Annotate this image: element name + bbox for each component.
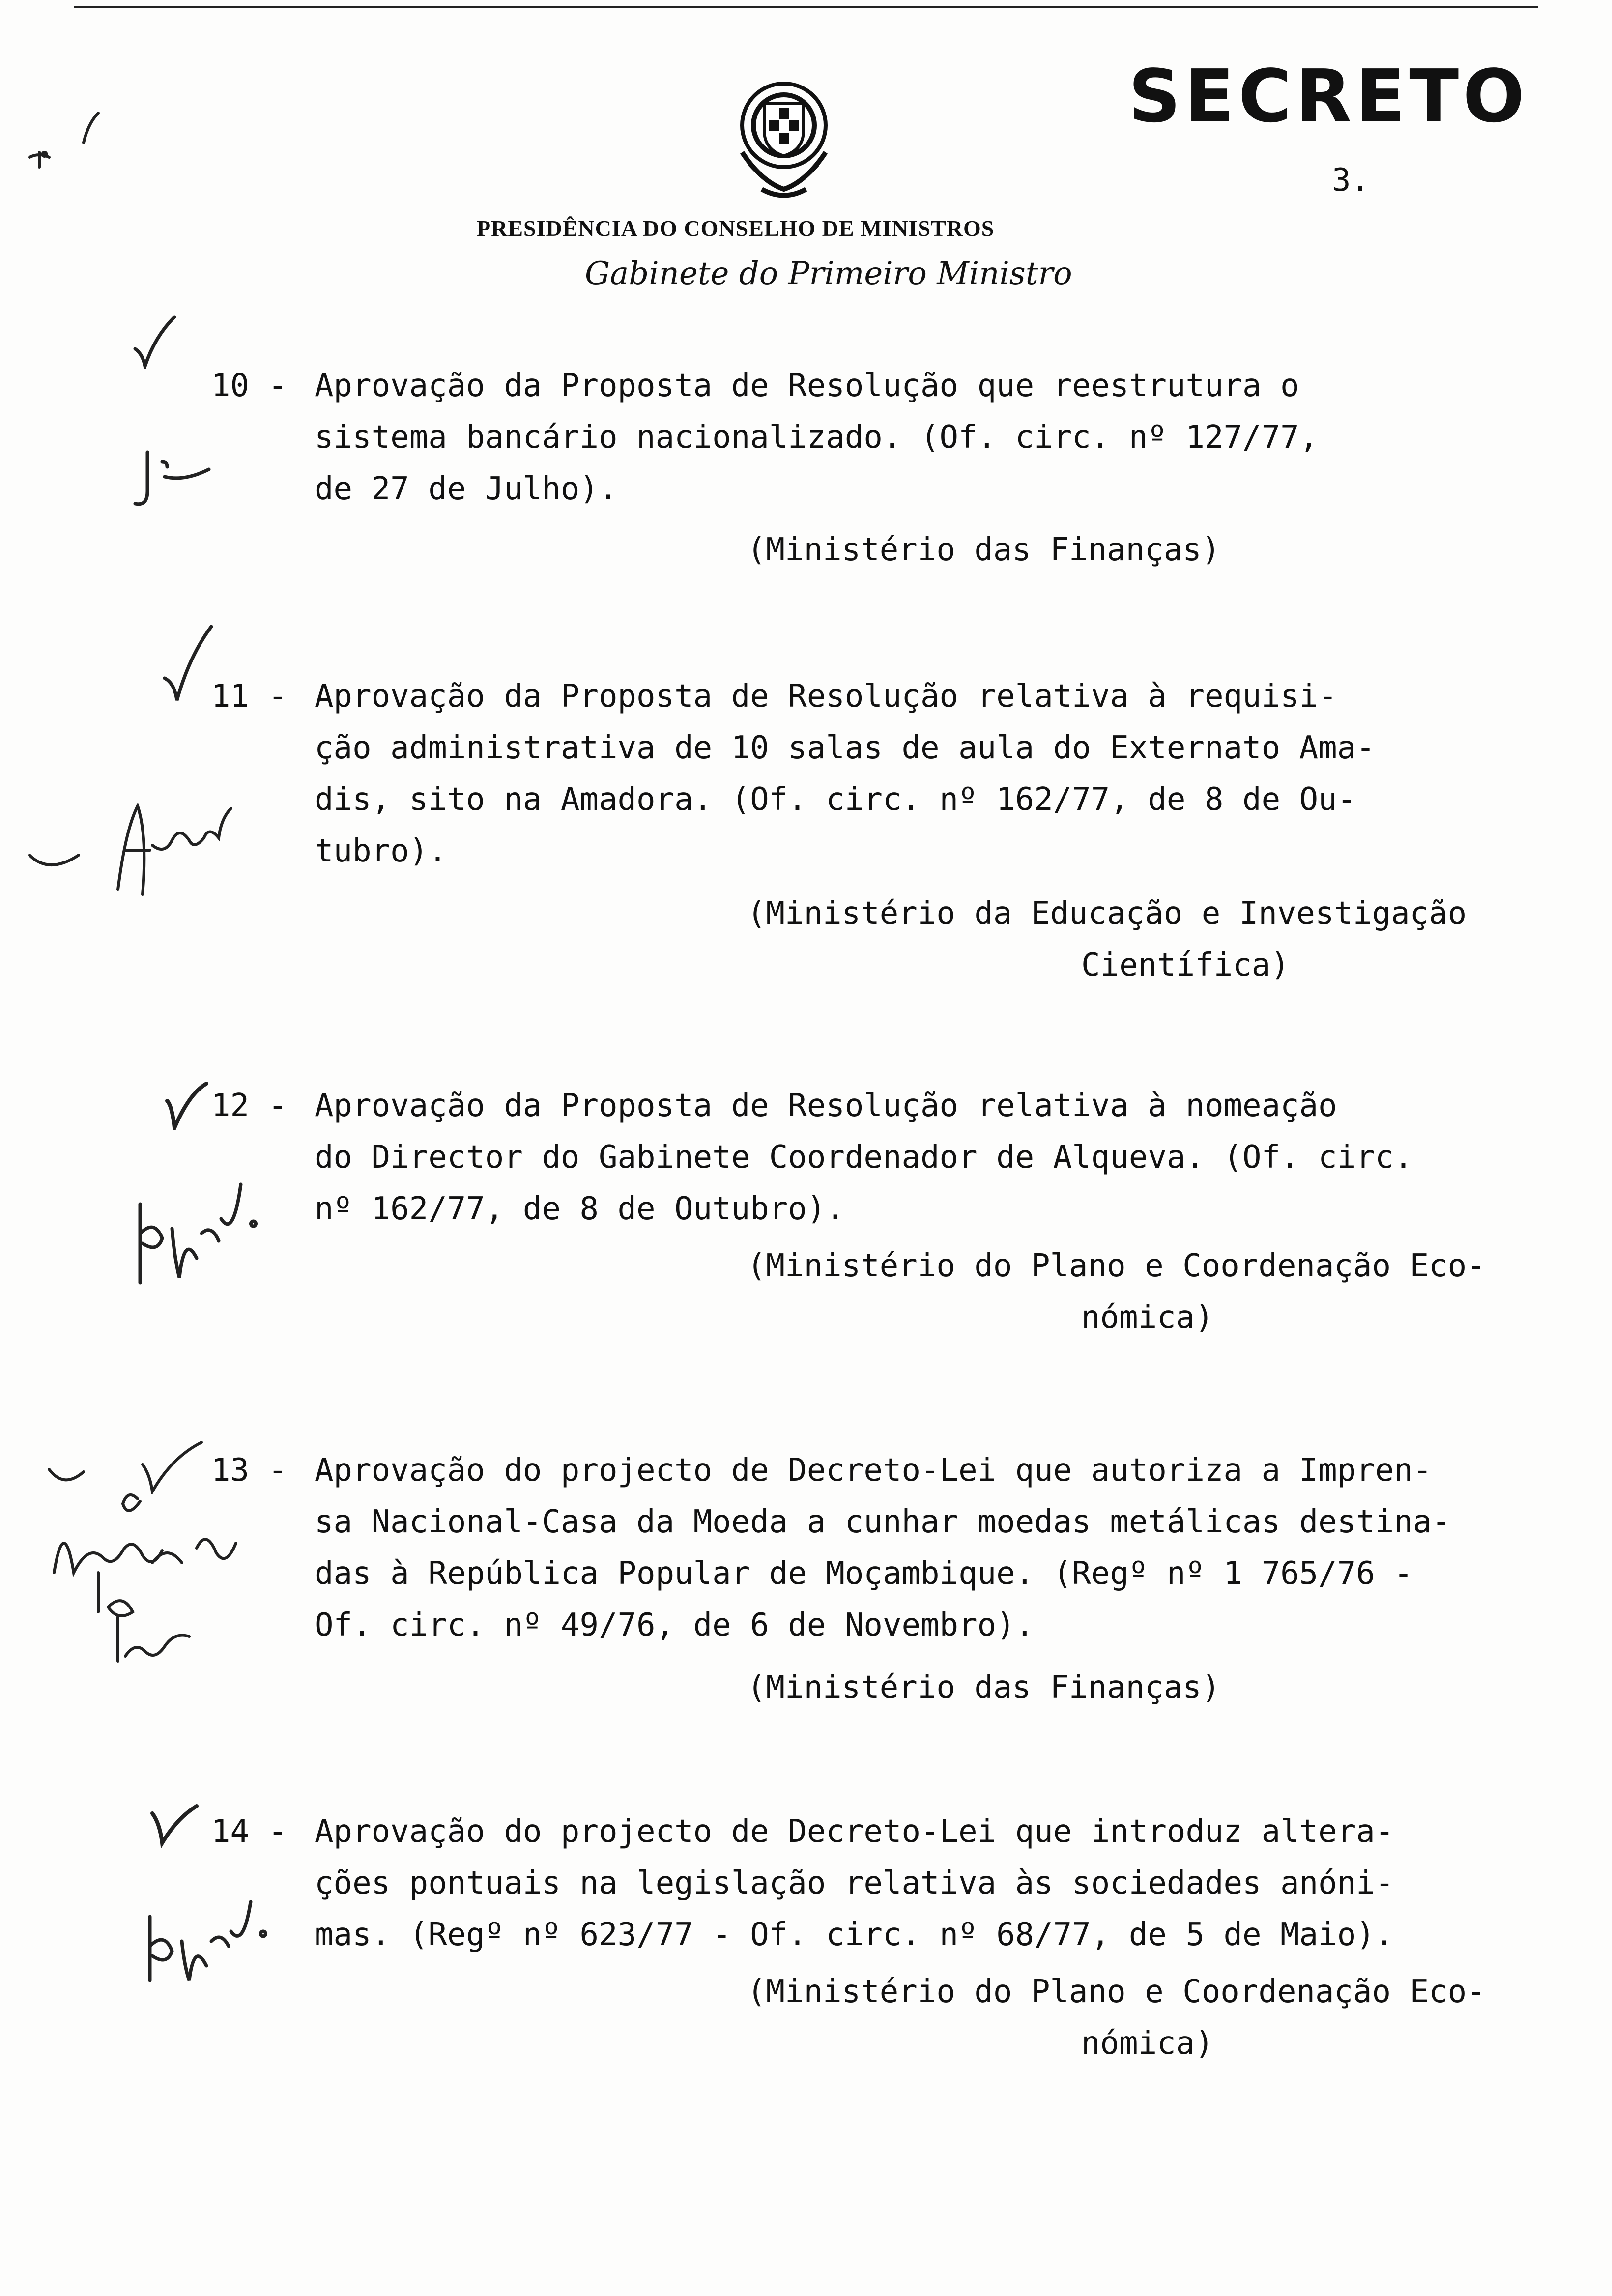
page-number: 3.	[1332, 162, 1370, 199]
ministry-line: (Ministério do Plano e Coordenação Eco-	[747, 1974, 1486, 2010]
ministry-label	[747, 1966, 1533, 2069]
item-text-line: ções pontuais na legislação relativa às sociedades anóni-	[315, 1865, 1394, 1901]
top-rule	[74, 6, 1538, 8]
item-text-line: das à República Popular de Moçambique. (Regº nº 1 765/76 -	[315, 1555, 1413, 1592]
ministry-label	[747, 1662, 1533, 1714]
item-text-line: Aprovação do projecto de Decreto-Lei que introduz altera-	[315, 1813, 1394, 1850]
item-number: 12 -	[211, 1088, 288, 1124]
ministry-line: (Ministério da Educação e Investigação	[747, 895, 1467, 932]
ministry-line: nómica)	[1081, 2025, 1214, 2062]
ministry-line: (Ministério do Plano e Coordenação Eco-	[747, 1248, 1486, 1284]
handwritten-checkmark-icon	[147, 1804, 202, 1848]
item-text-line: Of. circ. nº 49/76, de 6 de Novembro).	[315, 1607, 1035, 1643]
item-text-line: nº 162/77, de 8 de Outubro).	[315, 1191, 845, 1227]
ministry-label	[747, 1240, 1533, 1344]
item-text-line: Aprovação da Proposta de Resolução relativa à nomeação	[315, 1088, 1337, 1124]
item-text-line: ção administrativa de 10 salas de aula do Externato Ama-	[315, 730, 1375, 766]
handwritten-checkmark-icon	[133, 315, 177, 369]
item-description	[315, 360, 1504, 515]
item-text-line: sa Nacional-Casa da Moeda a cunhar moedas metálicas destina-	[315, 1504, 1451, 1540]
item-text-line: mas. (Regº nº 623/77 - Of. circ. nº 68/77, de 5 de Maio).	[315, 1917, 1394, 1953]
handwritten-note-icon	[143, 1897, 285, 1985]
item-description	[315, 1806, 1504, 1961]
item-text-line: sistema bancário nacionalizado. (Of. circ. nº 127/77,	[315, 419, 1319, 456]
item-description	[315, 1080, 1504, 1235]
item-text-line: dis, sito na Amadora. (Of. circ. nº 162/77, de 8 de Ou-	[315, 781, 1356, 818]
portuguese-coat-of-arms-icon	[732, 79, 835, 201]
handwritten-note-icon	[39, 1450, 285, 1725]
item-text-line: Aprovação da Proposta de Resolução que reestrutura o	[315, 368, 1299, 404]
handwritten-checkmark-icon	[162, 1081, 211, 1130]
item-text-line: de 27 de Julho).	[315, 471, 618, 507]
item-text-line: Aprovação do projecto de Decreto-Lei que autoriza a Impren-	[315, 1452, 1432, 1489]
item-description	[315, 671, 1504, 877]
ministry-line: (Ministério das Finanças)	[747, 532, 1221, 568]
organization-name: PRESIDÊNCIA DO CONSELHO DE MINISTROS	[477, 216, 995, 241]
item-description	[315, 1445, 1504, 1651]
handwritten-checkmark-icon	[162, 624, 216, 703]
handwritten-note-icon	[20, 44, 108, 172]
classification-stamp: SECRETO	[1128, 54, 1528, 139]
handwritten-note-icon	[128, 442, 216, 511]
ministry-label	[747, 888, 1533, 991]
item-number: 11 -	[211, 678, 288, 715]
item-number: 13 -	[211, 1452, 288, 1489]
handwritten-note-icon	[133, 1175, 280, 1288]
item-text-line: do Director do Gabinete Coordenador de Alqueva. (Of. circ.	[315, 1139, 1413, 1176]
ministry-line: nómica)	[1081, 1299, 1214, 1336]
item-number: 14 -	[211, 1813, 288, 1850]
item-text-line: tubro).	[315, 833, 447, 869]
item-text-line: Aprovação da Proposta de Resolução relativa à requisi-	[315, 678, 1337, 715]
ministry-line: Científica)	[1081, 947, 1290, 983]
item-number: 10 -	[211, 368, 288, 404]
handwritten-note-icon	[20, 772, 275, 919]
ministry-line: (Ministério das Finanças)	[747, 1669, 1221, 1706]
office-name: Gabinete do Primeiro Ministro	[585, 256, 1072, 292]
ministry-label	[747, 524, 1533, 576]
